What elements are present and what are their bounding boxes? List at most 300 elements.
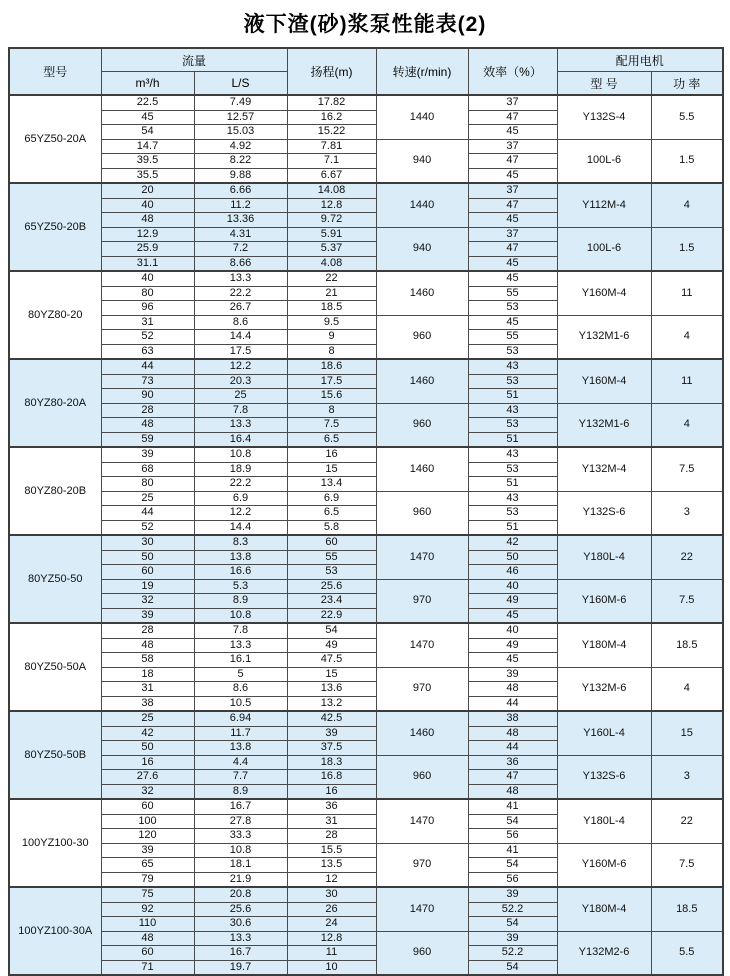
cell-head: 15 xyxy=(287,667,376,682)
cell-flow-m3h: 58 xyxy=(101,653,194,668)
table-row xyxy=(9,403,723,418)
cell-speed: 940 xyxy=(376,227,468,271)
cell-flow-ls: 4.31 xyxy=(194,227,287,242)
cell-motor-model: Y160L-4 xyxy=(557,711,651,755)
cell-flow-m3h: 80 xyxy=(101,286,194,301)
cell-head: 6.5 xyxy=(287,432,376,447)
cell-flow-m3h: 38 xyxy=(101,696,194,711)
cell-efficiency: 54 xyxy=(468,858,557,873)
cell-head: 9.72 xyxy=(287,213,376,228)
cell-head: 5.8 xyxy=(287,520,376,535)
cell-efficiency: 53 xyxy=(468,301,557,316)
cell-motor-model: Y160M-6 xyxy=(557,579,651,623)
table-row xyxy=(9,799,723,814)
cell-motor-power: 1.5 xyxy=(651,227,723,271)
cell-efficiency: 40 xyxy=(468,623,557,638)
col-header-speed: 转速(r/min) xyxy=(376,48,468,95)
cell-flow-m3h: 48 xyxy=(101,213,194,228)
cell-flow-ls: 13.3 xyxy=(194,271,287,286)
cell-efficiency: 39 xyxy=(468,667,557,682)
cell-efficiency: 47 xyxy=(468,110,557,125)
cell-pump-model: 100YZ100-30A xyxy=(9,887,101,975)
cell-head: 47.5 xyxy=(287,653,376,668)
cell-head: 25.6 xyxy=(287,579,376,594)
cell-efficiency: 56 xyxy=(468,829,557,844)
cell-efficiency: 37 xyxy=(468,139,557,154)
cell-head: 42.5 xyxy=(287,711,376,726)
cell-head: 53 xyxy=(287,565,376,580)
cell-flow-m3h: 60 xyxy=(101,946,194,961)
cell-flow-m3h: 52 xyxy=(101,330,194,345)
cell-pump-model: 100YZ100-30 xyxy=(9,799,101,887)
cell-flow-m3h: 75 xyxy=(101,887,194,902)
cell-flow-m3h: 31.1 xyxy=(101,256,194,271)
cell-head: 22.9 xyxy=(287,608,376,623)
cell-efficiency: 51 xyxy=(468,389,557,404)
cell-head: 13.5 xyxy=(287,858,376,873)
cell-motor-power: 3 xyxy=(651,491,723,535)
cell-flow-ls: 18.1 xyxy=(194,858,287,873)
cell-motor-model: Y132M1-6 xyxy=(557,315,651,359)
cell-flow-ls: 5.3 xyxy=(194,579,287,594)
cell-flow-ls: 25.6 xyxy=(194,902,287,917)
col-header-efficiency: 效率（%） xyxy=(468,48,557,95)
cell-pump-model: 80YZ50-50 xyxy=(9,535,101,623)
cell-motor-model: 100L-6 xyxy=(557,139,651,183)
cell-efficiency: 43 xyxy=(468,447,557,462)
cell-flow-m3h: 96 xyxy=(101,301,194,316)
cell-flow-m3h: 28 xyxy=(101,623,194,638)
cell-efficiency: 36 xyxy=(468,755,557,770)
cell-pump-model: 80YZ50-50A xyxy=(9,623,101,711)
cell-efficiency: 52.2 xyxy=(468,946,557,961)
table-row xyxy=(9,623,723,638)
table-row xyxy=(9,271,723,286)
cell-speed: 960 xyxy=(376,755,468,799)
cell-flow-m3h: 35.5 xyxy=(101,168,194,183)
cell-flow-ls: 14.4 xyxy=(194,330,287,345)
cell-efficiency: 47 xyxy=(468,198,557,213)
cell-motor-model: Y160M-4 xyxy=(557,359,651,403)
cell-pump-model: 80YZ80-20A xyxy=(9,359,101,447)
cell-head: 8 xyxy=(287,344,376,359)
cell-efficiency: 39 xyxy=(468,887,557,902)
cell-head: 11 xyxy=(287,946,376,961)
cell-efficiency: 44 xyxy=(468,741,557,756)
cell-flow-m3h: 54 xyxy=(101,125,194,140)
cell-speed: 960 xyxy=(376,403,468,447)
cell-motor-power: 11 xyxy=(651,359,723,403)
cell-flow-ls: 26.7 xyxy=(194,301,287,316)
cell-flow-ls: 8.3 xyxy=(194,535,287,550)
cell-flow-m3h: 59 xyxy=(101,432,194,447)
cell-flow-ls: 11.2 xyxy=(194,198,287,213)
table-row xyxy=(9,667,723,682)
cell-speed: 1470 xyxy=(376,535,468,579)
cell-motor-model: Y180M-4 xyxy=(557,887,651,931)
table-row xyxy=(9,447,723,462)
cell-flow-ls: 7.8 xyxy=(194,623,287,638)
cell-flow-ls: 20.8 xyxy=(194,887,287,902)
cell-flow-m3h: 48 xyxy=(101,638,194,653)
cell-flow-m3h: 120 xyxy=(101,829,194,844)
cell-motor-power: 5.5 xyxy=(651,95,723,139)
cell-efficiency: 55 xyxy=(468,286,557,301)
cell-flow-m3h: 52 xyxy=(101,520,194,535)
cell-flow-m3h: 63 xyxy=(101,344,194,359)
cell-head: 30 xyxy=(287,887,376,902)
cell-flow-m3h: 48 xyxy=(101,931,194,946)
cell-flow-ls: 16.7 xyxy=(194,799,287,814)
cell-flow-m3h: 28 xyxy=(101,403,194,418)
cell-efficiency: 53 xyxy=(468,506,557,521)
cell-flow-m3h: 14.7 xyxy=(101,139,194,154)
table-row xyxy=(9,491,723,506)
cell-efficiency: 48 xyxy=(468,784,557,799)
cell-head: 23.4 xyxy=(287,594,376,609)
cell-flow-m3h: 44 xyxy=(101,506,194,521)
cell-speed: 1440 xyxy=(376,183,468,227)
cell-flow-ls: 30.6 xyxy=(194,917,287,932)
cell-efficiency: 47 xyxy=(468,242,557,257)
cell-flow-m3h: 12.9 xyxy=(101,227,194,242)
col-header-motor-power: 功 率 xyxy=(651,72,723,96)
cell-efficiency: 51 xyxy=(468,432,557,447)
cell-speed: 1470 xyxy=(376,623,468,667)
cell-efficiency: 37 xyxy=(468,183,557,198)
table-header xyxy=(9,48,723,95)
cell-head: 12 xyxy=(287,872,376,887)
cell-flow-ls: 8.6 xyxy=(194,315,287,330)
cell-flow-m3h: 50 xyxy=(101,741,194,756)
cell-flow-m3h: 32 xyxy=(101,594,194,609)
cell-efficiency: 45 xyxy=(468,125,557,140)
cell-flow-m3h: 25 xyxy=(101,491,194,506)
cell-flow-m3h: 39.5 xyxy=(101,154,194,169)
table-row xyxy=(9,315,723,330)
cell-flow-m3h: 68 xyxy=(101,462,194,477)
cell-speed: 1440 xyxy=(376,95,468,139)
cell-head: 15 xyxy=(287,462,376,477)
cell-flow-ls: 8.22 xyxy=(194,154,287,169)
cell-motor-model: 100L-6 xyxy=(557,227,651,271)
cell-motor-power: 1.5 xyxy=(651,139,723,183)
cell-flow-ls: 13.3 xyxy=(194,931,287,946)
cell-flow-m3h: 39 xyxy=(101,447,194,462)
cell-efficiency: 43 xyxy=(468,491,557,506)
table-row xyxy=(9,931,723,946)
cell-efficiency: 38 xyxy=(468,711,557,726)
cell-head: 13.4 xyxy=(287,477,376,492)
cell-motor-model: Y132M2-6 xyxy=(557,931,651,975)
cell-efficiency: 54 xyxy=(468,960,557,975)
cell-flow-ls: 25 xyxy=(194,389,287,404)
cell-head: 4.08 xyxy=(287,256,376,271)
cell-head: 7.81 xyxy=(287,139,376,154)
cell-flow-m3h: 65 xyxy=(101,858,194,873)
cell-head: 13.2 xyxy=(287,696,376,711)
cell-flow-m3h: 22.5 xyxy=(101,95,194,110)
cell-efficiency: 51 xyxy=(468,477,557,492)
cell-flow-ls: 6.9 xyxy=(194,491,287,506)
cell-head: 24 xyxy=(287,917,376,932)
cell-head: 31 xyxy=(287,814,376,829)
cell-flow-m3h: 90 xyxy=(101,389,194,404)
cell-flow-m3h: 110 xyxy=(101,917,194,932)
cell-flow-ls: 9.88 xyxy=(194,168,287,183)
cell-motor-power: 18.5 xyxy=(651,623,723,667)
cell-speed: 1460 xyxy=(376,271,468,315)
cell-efficiency: 47 xyxy=(468,154,557,169)
cell-flow-m3h: 40 xyxy=(101,198,194,213)
cell-head: 10 xyxy=(287,960,376,975)
cell-flow-ls: 12.2 xyxy=(194,506,287,521)
cell-efficiency: 54 xyxy=(468,814,557,829)
cell-head: 14.08 xyxy=(287,183,376,198)
cell-flow-ls: 18.9 xyxy=(194,462,287,477)
cell-pump-model: 80YZ50-50B xyxy=(9,711,101,799)
cell-motor-power: 7.5 xyxy=(651,447,723,491)
cell-head: 8 xyxy=(287,403,376,418)
cell-flow-ls: 6.66 xyxy=(194,183,287,198)
cell-efficiency: 47 xyxy=(468,770,557,785)
cell-head: 21 xyxy=(287,286,376,301)
cell-flow-ls: 10.8 xyxy=(194,843,287,858)
cell-flow-ls: 8.9 xyxy=(194,784,287,799)
table-row xyxy=(9,139,723,154)
cell-flow-ls: 7.2 xyxy=(194,242,287,257)
pump-performance-table xyxy=(8,47,724,976)
cell-head: 15.22 xyxy=(287,125,376,140)
cell-head: 5.91 xyxy=(287,227,376,242)
cell-flow-m3h: 30 xyxy=(101,535,194,550)
cell-head: 16.2 xyxy=(287,110,376,125)
cell-flow-ls: 14.4 xyxy=(194,520,287,535)
col-header-flow-m3h: m³/h xyxy=(101,72,194,96)
cell-efficiency: 49 xyxy=(468,594,557,609)
cell-efficiency: 45 xyxy=(468,256,557,271)
cell-head: 7.5 xyxy=(287,418,376,433)
cell-flow-ls: 16.1 xyxy=(194,653,287,668)
cell-flow-ls: 12.2 xyxy=(194,359,287,374)
col-header-flow: 流量 xyxy=(101,48,287,72)
cell-efficiency: 52.2 xyxy=(468,902,557,917)
cell-flow-m3h: 44 xyxy=(101,359,194,374)
cell-flow-m3h: 40 xyxy=(101,271,194,286)
cell-speed: 940 xyxy=(376,139,468,183)
cell-flow-ls: 20.3 xyxy=(194,374,287,389)
table-row xyxy=(9,183,723,198)
cell-speed: 1460 xyxy=(376,447,468,491)
cell-efficiency: 41 xyxy=(468,799,557,814)
cell-efficiency: 51 xyxy=(468,520,557,535)
cell-efficiency: 44 xyxy=(468,696,557,711)
cell-head: 9.5 xyxy=(287,315,376,330)
cell-flow-m3h: 18 xyxy=(101,667,194,682)
cell-flow-ls: 10.5 xyxy=(194,696,287,711)
cell-flow-ls: 22.2 xyxy=(194,286,287,301)
cell-efficiency: 50 xyxy=(468,550,557,565)
cell-flow-ls: 13.8 xyxy=(194,550,287,565)
cell-head: 26 xyxy=(287,902,376,917)
cell-efficiency: 43 xyxy=(468,359,557,374)
cell-motor-model: Y160M-6 xyxy=(557,843,651,887)
cell-speed: 1470 xyxy=(376,799,468,843)
cell-motor-model: Y160M-4 xyxy=(557,271,651,315)
cell-head: 16.8 xyxy=(287,770,376,785)
cell-head: 18.5 xyxy=(287,301,376,316)
cell-flow-ls: 22.2 xyxy=(194,477,287,492)
cell-motor-power: 7.5 xyxy=(651,843,723,887)
cell-flow-ls: 4.4 xyxy=(194,755,287,770)
cell-head: 39 xyxy=(287,726,376,741)
cell-head: 12.8 xyxy=(287,198,376,213)
cell-efficiency: 53 xyxy=(468,462,557,477)
cell-efficiency: 42 xyxy=(468,535,557,550)
cell-motor-model: Y132S-4 xyxy=(557,95,651,139)
cell-speed: 970 xyxy=(376,667,468,711)
cell-flow-ls: 33.3 xyxy=(194,829,287,844)
cell-motor-power: 22 xyxy=(651,799,723,843)
cell-motor-model: Y180M-4 xyxy=(557,623,651,667)
col-header-flow-ls: L/S xyxy=(194,72,287,96)
cell-motor-power: 4 xyxy=(651,403,723,447)
cell-pump-model: 80YZ80-20B xyxy=(9,447,101,535)
cell-flow-m3h: 79 xyxy=(101,872,194,887)
cell-speed: 960 xyxy=(376,315,468,359)
cell-flow-ls: 16.4 xyxy=(194,432,287,447)
cell-head: 37.5 xyxy=(287,741,376,756)
cell-flow-m3h: 71 xyxy=(101,960,194,975)
col-header-head: 扬程(m) xyxy=(287,48,376,95)
cell-flow-m3h: 39 xyxy=(101,608,194,623)
cell-efficiency: 43 xyxy=(468,403,557,418)
cell-motor-model: Y132S-6 xyxy=(557,491,651,535)
cell-flow-m3h: 100 xyxy=(101,814,194,829)
cell-pump-model: 80YZ80-20 xyxy=(9,271,101,359)
col-header-motor-model: 型 号 xyxy=(557,72,651,96)
cell-head: 54 xyxy=(287,623,376,638)
cell-efficiency: 45 xyxy=(468,315,557,330)
cell-head: 17.5 xyxy=(287,374,376,389)
table-row xyxy=(9,755,723,770)
cell-flow-ls: 19.7 xyxy=(194,960,287,975)
cell-efficiency: 48 xyxy=(468,726,557,741)
cell-motor-model: Y112M-4 xyxy=(557,183,651,227)
cell-motor-model: Y132M-6 xyxy=(557,667,651,711)
cell-flow-m3h: 42 xyxy=(101,726,194,741)
cell-head: 16 xyxy=(287,447,376,462)
cell-speed: 1460 xyxy=(376,711,468,755)
cell-head: 22 xyxy=(287,271,376,286)
cell-motor-power: 22 xyxy=(651,535,723,579)
cell-flow-ls: 16.7 xyxy=(194,946,287,961)
col-header-pump-model: 型号 xyxy=(9,48,101,95)
cell-efficiency: 37 xyxy=(468,95,557,110)
cell-motor-power: 11 xyxy=(651,271,723,315)
cell-flow-ls: 8.6 xyxy=(194,682,287,697)
cell-efficiency: 53 xyxy=(468,418,557,433)
cell-flow-m3h: 16 xyxy=(101,755,194,770)
cell-speed: 960 xyxy=(376,491,468,535)
cell-head: 55 xyxy=(287,550,376,565)
cell-head: 15.6 xyxy=(287,389,376,404)
cell-motor-model: Y132M1-6 xyxy=(557,403,651,447)
cell-head: 36 xyxy=(287,799,376,814)
cell-flow-ls: 8.66 xyxy=(194,256,287,271)
cell-flow-m3h: 25.9 xyxy=(101,242,194,257)
cell-flow-m3h: 31 xyxy=(101,682,194,697)
col-header-motor: 配用电机 xyxy=(557,48,723,72)
cell-efficiency: 49 xyxy=(468,638,557,653)
cell-flow-m3h: 32 xyxy=(101,784,194,799)
cell-flow-ls: 4.92 xyxy=(194,139,287,154)
cell-motor-model: Y180L-4 xyxy=(557,799,651,843)
cell-speed: 970 xyxy=(376,843,468,887)
cell-flow-m3h: 27.6 xyxy=(101,770,194,785)
cell-efficiency: 54 xyxy=(468,917,557,932)
cell-flow-ls: 10.8 xyxy=(194,608,287,623)
cell-flow-m3h: 92 xyxy=(101,902,194,917)
cell-head: 18.6 xyxy=(287,359,376,374)
cell-flow-m3h: 39 xyxy=(101,843,194,858)
cell-head: 5.37 xyxy=(287,242,376,257)
table-row xyxy=(9,95,723,110)
cell-head: 12.8 xyxy=(287,931,376,946)
cell-head: 13.6 xyxy=(287,682,376,697)
cell-flow-ls: 5 xyxy=(194,667,287,682)
cell-head: 28 xyxy=(287,829,376,844)
cell-speed: 1460 xyxy=(376,359,468,403)
cell-flow-ls: 7.8 xyxy=(194,403,287,418)
cell-efficiency: 39 xyxy=(468,931,557,946)
cell-efficiency: 45 xyxy=(468,213,557,228)
cell-head: 6.67 xyxy=(287,168,376,183)
cell-flow-m3h: 60 xyxy=(101,565,194,580)
cell-flow-ls: 8.9 xyxy=(194,594,287,609)
cell-speed: 970 xyxy=(376,579,468,623)
cell-flow-m3h: 48 xyxy=(101,418,194,433)
cell-flow-ls: 13.36 xyxy=(194,213,287,228)
cell-flow-ls: 10.8 xyxy=(194,447,287,462)
cell-flow-ls: 6.94 xyxy=(194,711,287,726)
cell-flow-ls: 16.6 xyxy=(194,565,287,580)
cell-efficiency: 55 xyxy=(468,330,557,345)
cell-flow-ls: 17.5 xyxy=(194,344,287,359)
cell-flow-m3h: 45 xyxy=(101,110,194,125)
cell-efficiency: 40 xyxy=(468,579,557,594)
cell-flow-m3h: 50 xyxy=(101,550,194,565)
cell-flow-ls: 27.8 xyxy=(194,814,287,829)
cell-motor-power: 3 xyxy=(651,755,723,799)
cell-head: 15.5 xyxy=(287,843,376,858)
cell-pump-model: 65YZ50-20B xyxy=(9,183,101,271)
table-row xyxy=(9,535,723,550)
header-row-1 xyxy=(9,48,723,72)
cell-head: 9 xyxy=(287,330,376,345)
cell-flow-ls: 13.3 xyxy=(194,418,287,433)
cell-flow-ls: 21.9 xyxy=(194,872,287,887)
cell-flow-m3h: 31 xyxy=(101,315,194,330)
cell-motor-power: 7.5 xyxy=(651,579,723,623)
cell-motor-power: 15 xyxy=(651,711,723,755)
cell-flow-m3h: 80 xyxy=(101,477,194,492)
cell-efficiency: 37 xyxy=(468,227,557,242)
cell-flow-ls: 7.7 xyxy=(194,770,287,785)
cell-head: 17.82 xyxy=(287,95,376,110)
table-row xyxy=(9,359,723,374)
cell-flow-ls: 11.7 xyxy=(194,726,287,741)
